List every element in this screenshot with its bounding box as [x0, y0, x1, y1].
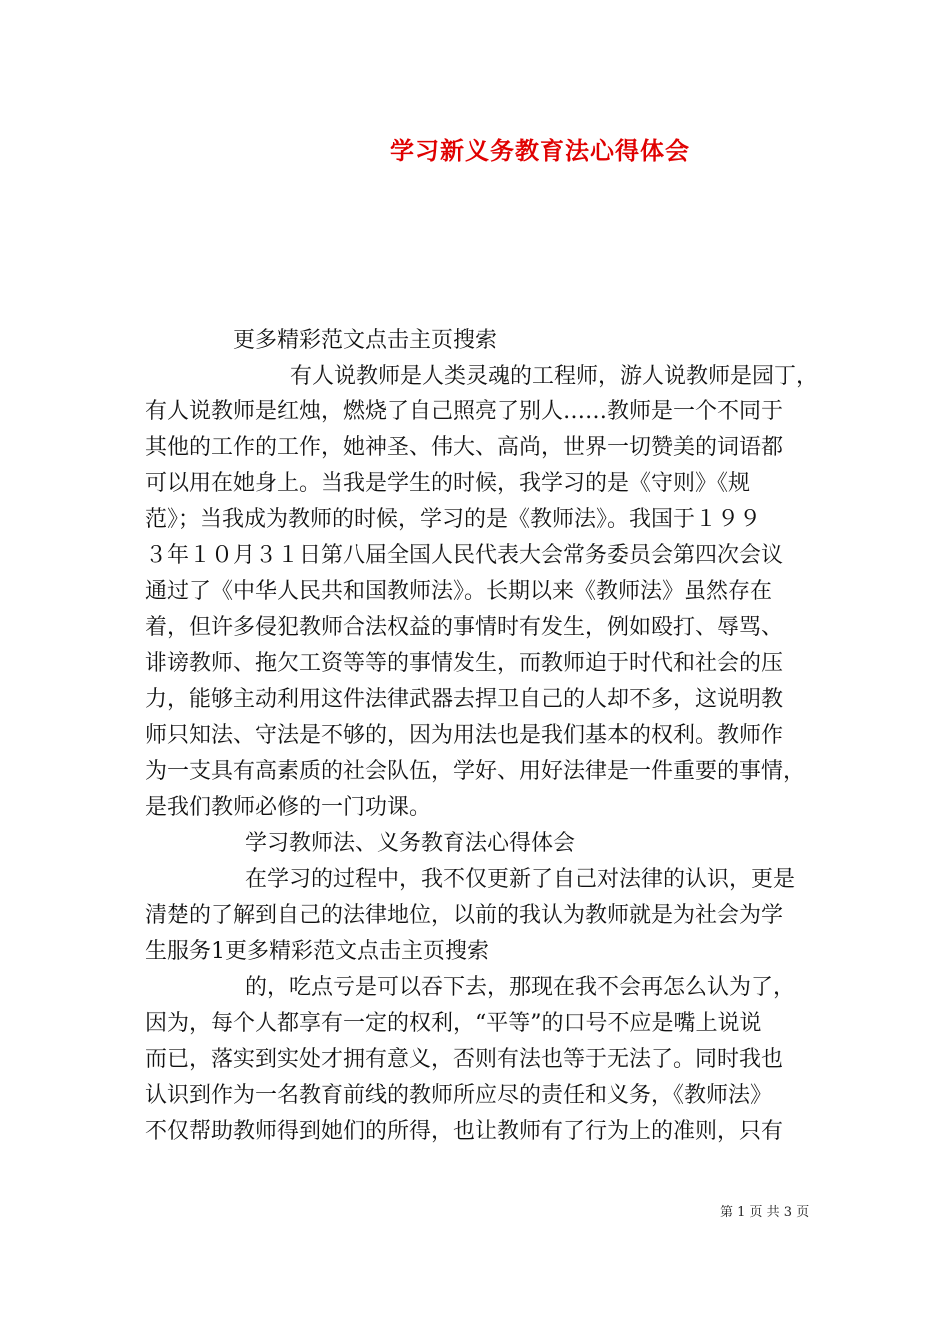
text-line: 师只知法、守法是不够的，因为用法也是我们基本的权利。教师作	[145, 723, 784, 748]
text-line: 着，但许多侵犯教师合法权益的事情时有发生，例如殴打、辱骂、	[145, 615, 784, 640]
text-line: 的，吃点亏是可以吞下去，那现在我不会再怎么认为了，	[245, 975, 796, 1000]
text-line: 认识到作为一名教育前线的教师所应尽的责任和义务，《教师法》	[145, 1083, 773, 1108]
text-line: 是我们教师必修的一门功课。	[145, 795, 432, 820]
text-line: 因为，每个人都享有一定的权利，“平等”的口号不应是嘴上说说	[145, 1011, 762, 1036]
text-line: 清楚的了解到自己的法律地位，以前的我认为教师就是为社会为学	[145, 903, 784, 928]
text-line: 更多精彩范文点击主页搜索	[233, 328, 498, 353]
text-line: 范》；当我成为教师的时候，学习的是《教师法》。我国于１９９	[145, 507, 762, 532]
text-line: 有人说教师是红烛，燃烧了自己照亮了别人……教师是一个不同于	[145, 399, 784, 424]
text-line: 在学习的过程中，我不仅更新了自己对法律的认识，更是	[245, 867, 796, 892]
text-line: 诽谤教师、拖欠工资等等的事情发生，而教师迫于时代和社会的压	[145, 651, 784, 676]
page-number: 第 1 页 共 3 页	[720, 1205, 810, 1220]
text-line: 力，能够主动利用这件法律武器去捍卫自己的人却不多，这说明教	[145, 687, 784, 712]
text-line: 生服务1更多精彩范文点击主页搜索	[145, 939, 489, 964]
text-line: 为一支具有高素质的社会队伍，学好、用好法律是一件重要的事情，	[145, 759, 806, 784]
text-line: 其他的工作的工作，她神圣、伟大、高尚，世界一切赞美的词语都	[145, 435, 784, 460]
text-line: 可以用在她身上。当我是学生的时候，我学习的是《守则》《规	[145, 471, 751, 496]
text-line: ３年１０月３１日第八届全国人民代表大会常务委员会第四次会议	[145, 543, 784, 568]
text-line: 不仅帮助教师得到她们的所得，也让教师有了行为上的准则，只有	[145, 1119, 784, 1144]
page-title: 学习新义务教育法心得体会	[390, 137, 690, 165]
section-heading: 学习教师法、义务教育法心得体会	[245, 831, 576, 856]
text-line: 通过了《中华人民共和国教师法》。长期以来《教师法》虽然存在	[145, 579, 773, 604]
text-line: 而已，落实到实处才拥有意义，否则有法也等于无法了。同时我也	[145, 1047, 784, 1072]
text-line: 有人说教师是人类灵魂的工程师，游人说教师是园丁，	[290, 364, 819, 389]
